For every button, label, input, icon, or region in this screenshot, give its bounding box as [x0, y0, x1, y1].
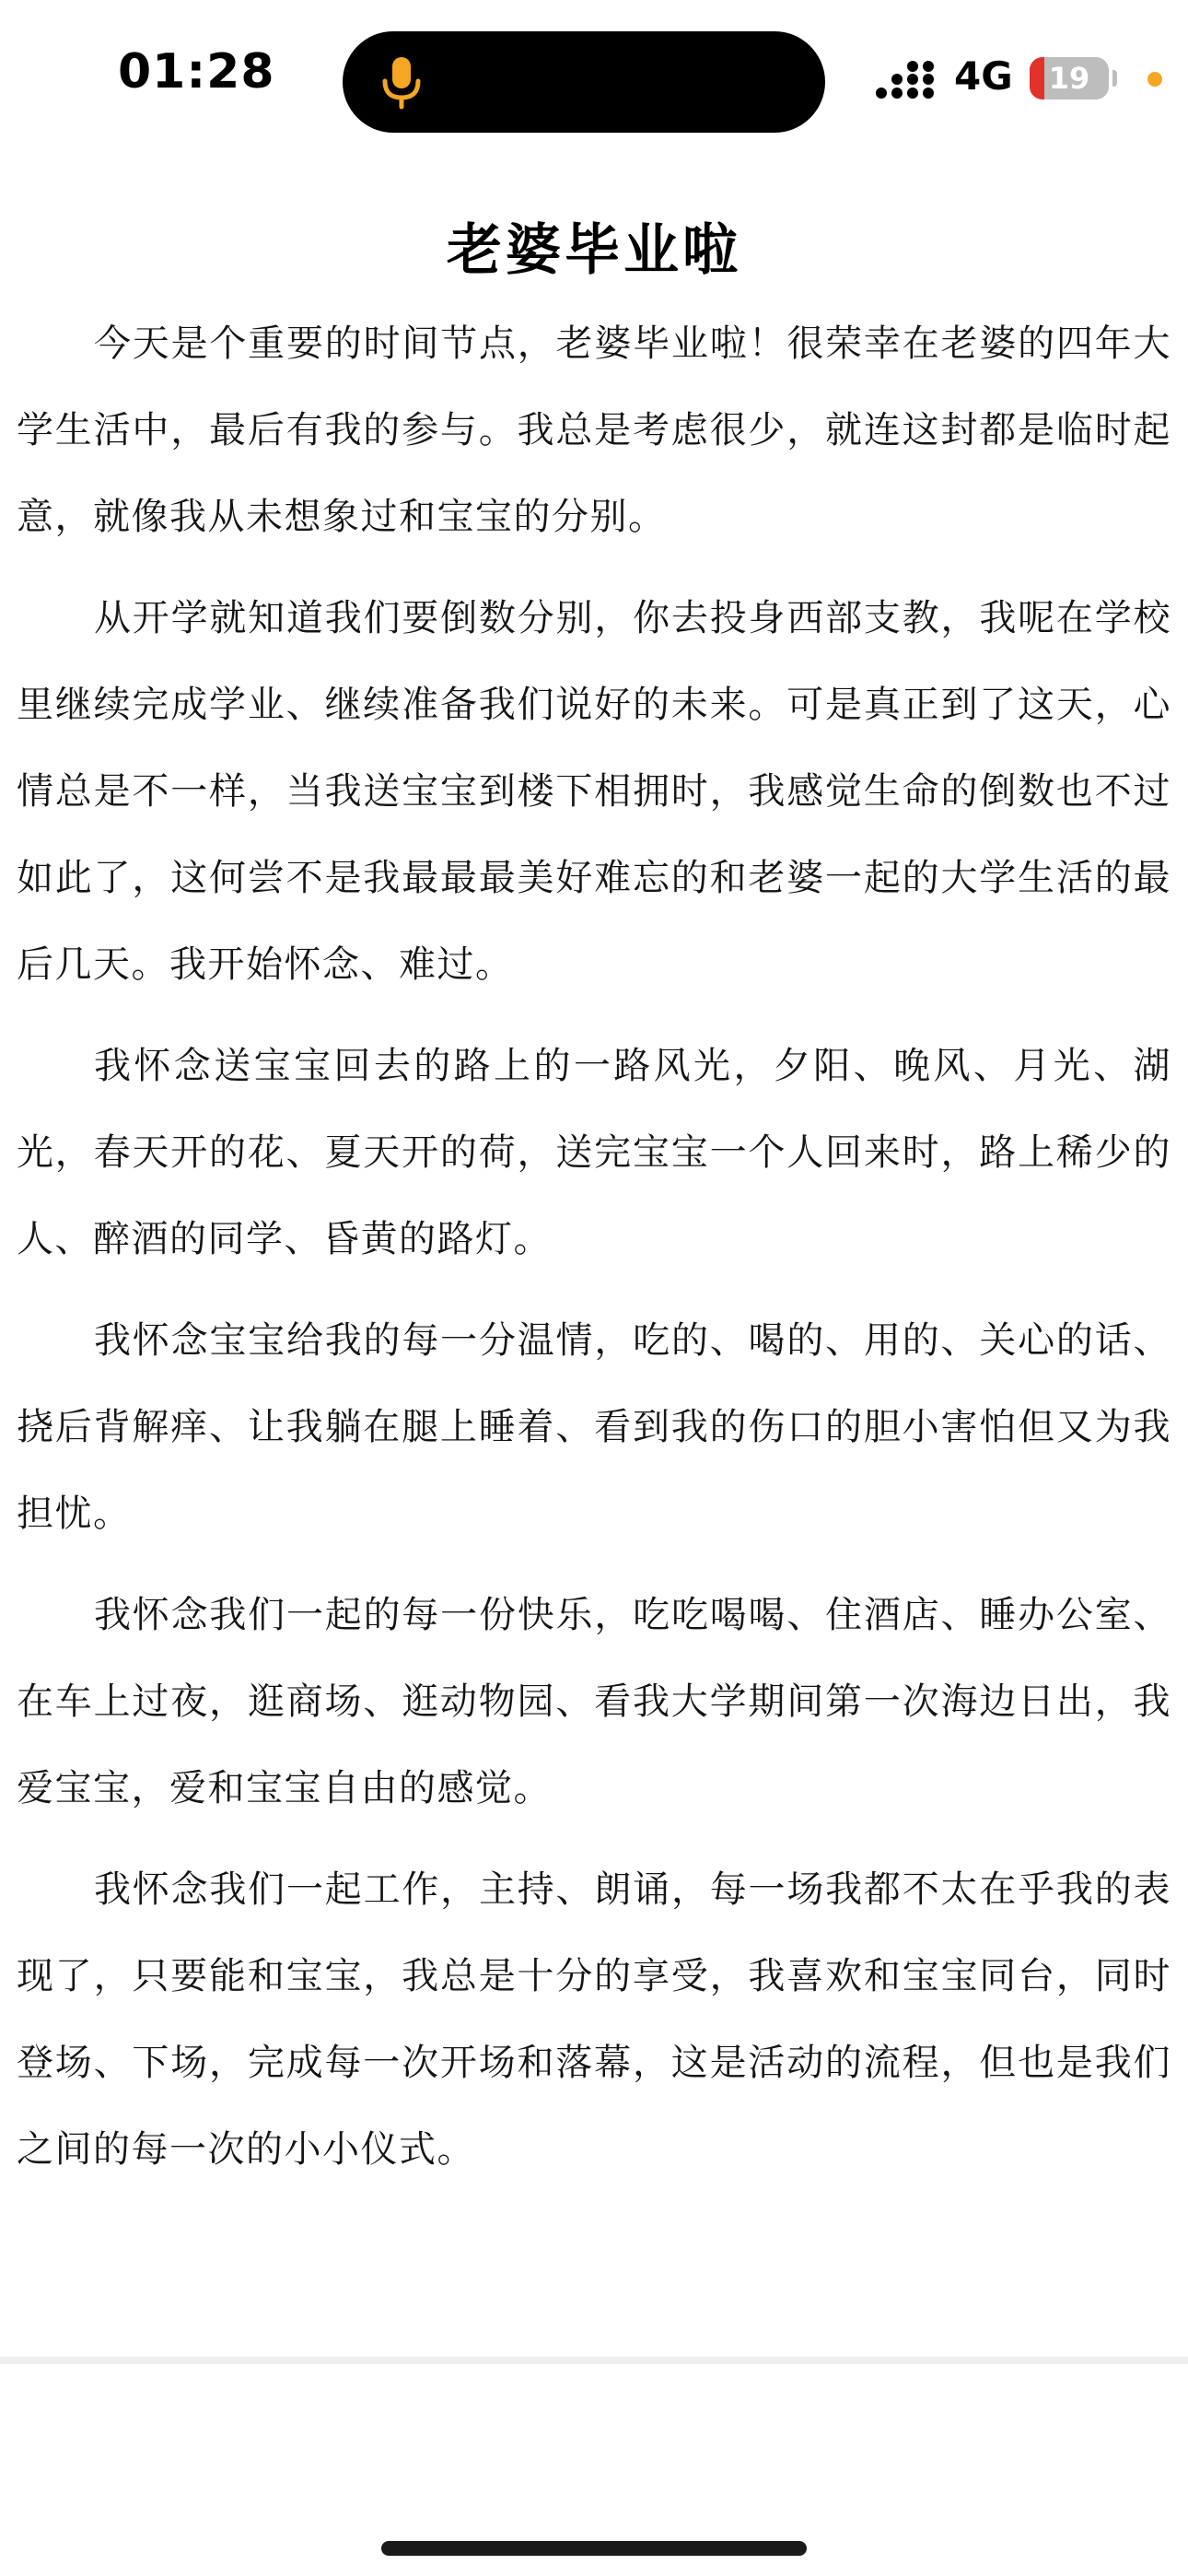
signal-icon	[875, 61, 938, 101]
document-body	[17, 300, 1171, 2207]
status-bar	[0, 0, 1188, 175]
paragraph-6: 我怀念我们一起工作，主持、朗诵，每一场我都不太在乎我的表现了，只要能和宝宝，我总是十分的享受，我喜欢和宝宝同台，同时登场、下场，完成每一次开场和落幕，这是活动的流程，但也是我们之间的每一次的小小仪式。	[17, 1868, 1171, 2171]
content-divider	[0, 2357, 1188, 2364]
dynamic-island[interactable]	[343, 31, 825, 133]
battery-icon	[1030, 57, 1109, 100]
paragraph-1: 今天是个重要的时间节点，老婆毕业啦！很荣幸在老婆的四年大学生活中，最后有我的参与。我总是考虑很少，就连这封都是临时起意，就像我从未想象过和宝宝的分别。	[17, 322, 1171, 538]
status-time: 01:28	[118, 44, 275, 100]
paragraph-5: 我怀念我们一起的每一份快乐，吃吃喝喝、住酒店、睡办公室、在车上过夜，逛商场、逛动物园、看我大学期间第一次海边日出，我爱宝宝，爱和宝宝自由的感觉。	[17, 1594, 1171, 1809]
microphone-icon	[374, 53, 429, 111]
battery-cap	[1112, 70, 1117, 87]
paragraph-3: 我怀念送宝宝回去的路上的一路风光，夕阳、晚风、月光、湖光，春天开的花、夏天开的荷，送完宝宝一个人回来时，路上稀少的人、醉酒的同学、昏黄的路灯。	[17, 1045, 1171, 1260]
battery-level-text: 19	[1048, 61, 1090, 96]
home-indicator[interactable]	[381, 2541, 807, 2556]
privacy-indicator-dot	[1147, 72, 1162, 87]
paragraph-4: 我怀念宝宝给我的每一分温情，吃的、喝的、用的、关心的话、挠后背解痒、让我躺在腿上睡着、看到我的伤口的胆小害怕但又为我担忧。	[17, 1319, 1171, 1535]
document-title: 老婆毕业啦	[447, 218, 741, 283]
paragraph-2: 从开学就知道我们要倒数分别，你去投身西部支教，我呢在学校里继续完成学业、继续准备我们说好的未来。可是真正到了这天，心情总是不一样，当我送宝宝到楼下相拥时，我感觉生命的倒数也不过如此了，这何尝不是我最最最美好难忘的和老婆一起的大学生活的最后几天。我开始怀念、难过。	[17, 597, 1171, 986]
network-type-label: 4G	[954, 53, 1013, 99]
